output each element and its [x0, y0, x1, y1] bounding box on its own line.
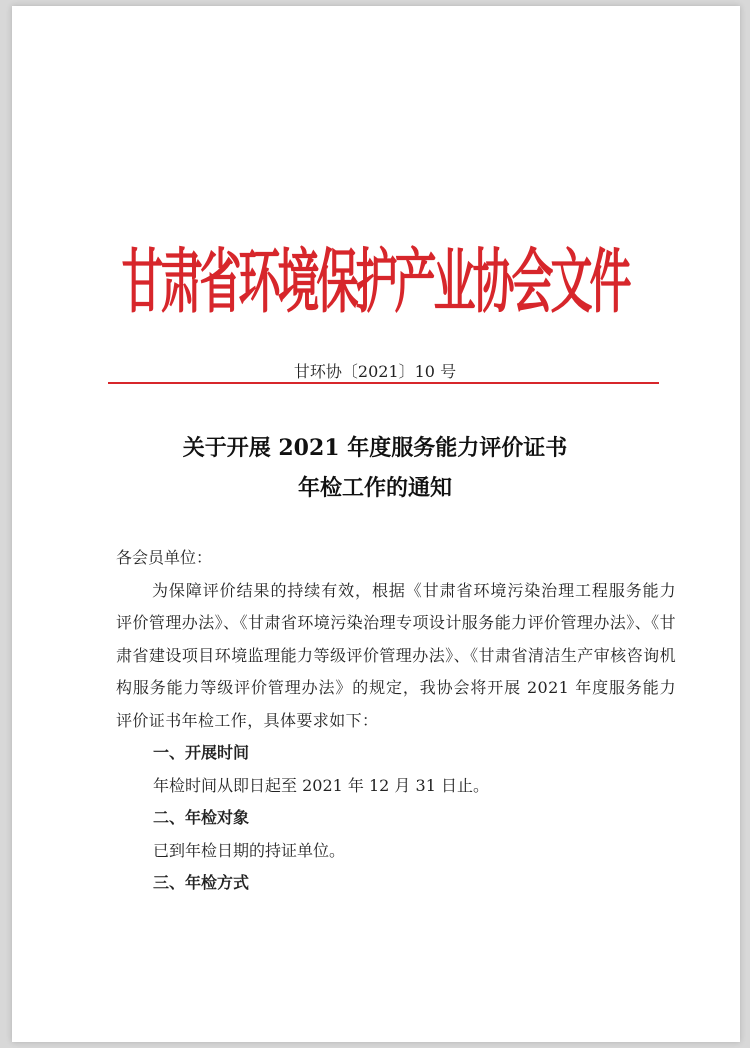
section-heading-method: 三、年检方式 [153, 873, 250, 892]
section-content-time: 年检时间从即日起至 2021 年 12 月 31 日止。 [153, 775, 489, 795]
section-heading-time: 一、开展时间 [153, 743, 250, 762]
salutation: 各会员单位： [116, 548, 213, 567]
intro-paragraph: 为保障评价结果的持续有效，根据《甘肃省环境污染治理工程服务能力评价管理办法》、《甘肃省环境污染治理专项设计服务能力评价管理办法》、《甘肃省建设项目环境监理能力等级评价管理办法》、《甘肃省清洁生产审核咨询机构服务能力等级评价管理办法》的规定，我协会将开展 2021 年度服务能力评价证书年检工作，具体要求如下： [116, 580, 676, 730]
notice-body [116, 542, 676, 900]
masthead-title: 甘肃省环境保护产业协会文件 [121, 241, 629, 323]
notice-title-line-1: 关于开展 2021 年度服务能力评价证书 [182, 435, 568, 461]
notice-title-line-2: 年检工作的通知 [297, 475, 452, 501]
document-number: 甘环协〔2021〕10 号 [293, 362, 457, 381]
section-content-target: 已到年检日期的持证单位。 [153, 840, 346, 860]
red-divider-line [108, 382, 659, 384]
notice-title [12, 428, 740, 508]
document-page [12, 6, 740, 1042]
section-heading-target: 二、年检对象 [153, 808, 250, 827]
